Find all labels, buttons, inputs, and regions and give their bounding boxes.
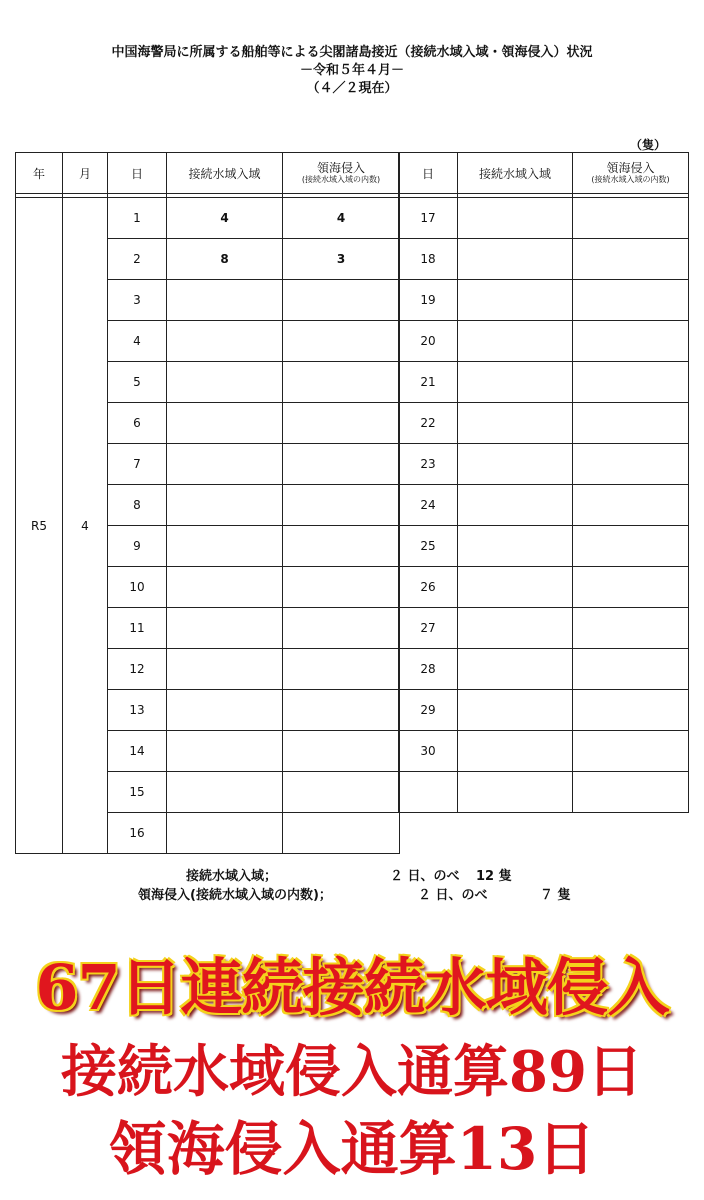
table-row	[399, 690, 689, 731]
territorial-cell	[283, 280, 400, 321]
contiguous-cell	[167, 649, 283, 690]
summary-territorial-days: ２ 日、のべ	[418, 888, 488, 903]
territorial-cell	[573, 690, 689, 731]
contiguous-cell	[458, 772, 573, 813]
contiguous-cell	[458, 321, 573, 362]
table-row	[399, 567, 689, 608]
territorial-cell	[283, 813, 400, 854]
contiguous-cell	[167, 567, 283, 608]
table-row	[399, 772, 689, 813]
day-cell: 17	[399, 198, 458, 239]
col-header-territorial-note: (接続水域入域の内数)	[591, 175, 670, 184]
day-cell: 29	[399, 690, 458, 731]
summary-contiguous-label: 接続水域入域；	[186, 869, 278, 884]
day-cell: 10	[108, 567, 167, 608]
day-cell: 26	[399, 567, 458, 608]
day-cell: 9	[108, 526, 167, 567]
table-row	[399, 526, 689, 567]
contiguous-cell	[458, 731, 573, 772]
day-cell: 23	[399, 444, 458, 485]
banner-consecutive-days: 67日連続接続水域侵入	[35, 951, 669, 1024]
territorial-cell	[283, 526, 400, 567]
year-cell: R5	[16, 198, 63, 854]
contiguous-cell	[458, 403, 573, 444]
summary-contiguous-days: ２ 日、のべ	[390, 869, 460, 884]
day-cell: 2	[108, 239, 167, 280]
territorial-cell	[573, 280, 689, 321]
document-subtitle-month: －令和５年４月－	[299, 63, 404, 78]
territorial-cell	[573, 731, 689, 772]
day-cell: 15	[108, 772, 167, 813]
territorial-cell	[283, 649, 400, 690]
contiguous-cell	[458, 649, 573, 690]
territorial-cell	[283, 731, 400, 772]
day-cell: 3	[108, 280, 167, 321]
territorial-cell	[283, 772, 400, 813]
territorial-cell	[283, 567, 400, 608]
territorial-cell	[573, 321, 689, 362]
col-header-day: 日	[108, 153, 167, 194]
col-header-territorial	[573, 153, 689, 194]
day-cell: 6	[108, 403, 167, 444]
contiguous-cell: 4	[167, 198, 283, 239]
day-cell: 12	[108, 649, 167, 690]
banner-territorial-total: 領海侵入通算13日	[108, 1115, 596, 1183]
contiguous-cell	[167, 321, 283, 362]
table-header-row	[399, 153, 689, 194]
contiguous-cell	[167, 608, 283, 649]
summary-territorial-label: 領海侵入(接続水域入域の内数)；	[138, 888, 332, 903]
col-header-territorial-label: 領海侵入	[606, 161, 655, 175]
contiguous-cell	[458, 567, 573, 608]
summary-territorial-count: ７ 隻	[540, 888, 571, 903]
table-row	[399, 198, 689, 239]
territorial-cell	[573, 362, 689, 403]
contiguous-cell	[167, 403, 283, 444]
col-header-contiguous: 接続水域入域	[458, 153, 573, 194]
contiguous-cell	[167, 731, 283, 772]
contiguous-cell	[458, 198, 573, 239]
document-title: 中国海警局に所属する船舶等による尖閣諸島接近（接続水域入域・領海侵入）状況	[111, 45, 593, 60]
table-row	[399, 403, 689, 444]
daily-table-right	[398, 152, 689, 813]
day-cell: 28	[399, 649, 458, 690]
day-cell: 1	[108, 198, 167, 239]
day-cell: 22	[399, 403, 458, 444]
col-header-contiguous: 接続水域入域	[167, 153, 283, 194]
daily-table-left	[15, 152, 400, 854]
day-cell: 18	[399, 239, 458, 280]
col-header-territorial-note: (接続水域入域の内数)	[301, 175, 381, 184]
table-row	[399, 362, 689, 403]
unit-label: （隻）	[630, 138, 667, 152]
contiguous-cell	[458, 690, 573, 731]
contiguous-cell	[458, 362, 573, 403]
table-row	[399, 280, 689, 321]
col-header-territorial	[283, 153, 400, 194]
table-row	[399, 239, 689, 280]
day-cell: 25	[399, 526, 458, 567]
table-row	[399, 731, 689, 772]
day-cell: 8	[108, 485, 167, 526]
month-cell: 4	[63, 198, 108, 854]
day-cell: 14	[108, 731, 167, 772]
summary-contiguous-count: 12 隻	[476, 869, 512, 884]
day-cell: 13	[108, 690, 167, 731]
table-row	[399, 444, 689, 485]
contiguous-cell	[458, 239, 573, 280]
contiguous-cell	[458, 485, 573, 526]
territorial-cell	[573, 772, 689, 813]
contiguous-cell	[458, 608, 573, 649]
territorial-cell	[573, 567, 689, 608]
col-header-year: 年	[16, 153, 63, 194]
contiguous-cell	[167, 444, 283, 485]
territorial-cell	[573, 608, 689, 649]
day-cell: 4	[108, 321, 167, 362]
table-row	[399, 321, 689, 362]
contiguous-cell	[458, 280, 573, 321]
col-header-month: 月	[63, 153, 108, 194]
territorial-cell	[573, 485, 689, 526]
day-cell: 11	[108, 608, 167, 649]
day-cell: 20	[399, 321, 458, 362]
table-header-row	[16, 153, 400, 194]
territorial-cell	[283, 321, 400, 362]
table-row	[399, 649, 689, 690]
day-cell: 27	[399, 608, 458, 649]
contiguous-cell	[167, 526, 283, 567]
territorial-cell	[283, 485, 400, 526]
col-header-territorial-label: 領海侵入	[316, 161, 365, 175]
day-cell: 5	[108, 362, 167, 403]
territorial-cell	[573, 198, 689, 239]
territorial-cell	[283, 690, 400, 731]
territorial-cell	[283, 362, 400, 403]
day-cell: 7	[108, 444, 167, 485]
day-cell	[399, 772, 458, 813]
document-subtitle-date: （４／２現在）	[306, 81, 398, 96]
contiguous-cell	[167, 772, 283, 813]
day-cell: 16	[108, 813, 167, 854]
territorial-cell	[283, 608, 400, 649]
table-row	[399, 485, 689, 526]
day-cell: 19	[399, 280, 458, 321]
day-cell: 21	[399, 362, 458, 403]
contiguous-cell: 8	[167, 239, 283, 280]
contiguous-cell	[167, 690, 283, 731]
contiguous-cell	[167, 485, 283, 526]
col-header-day: 日	[399, 153, 458, 194]
day-cell: 24	[399, 485, 458, 526]
contiguous-cell	[167, 362, 283, 403]
territorial-cell	[283, 403, 400, 444]
day-cell: 30	[399, 731, 458, 772]
contiguous-cell	[167, 280, 283, 321]
contiguous-cell	[458, 444, 573, 485]
table-row	[16, 198, 400, 239]
territorial-cell	[573, 403, 689, 444]
territorial-cell	[573, 526, 689, 567]
territorial-cell: 4	[283, 198, 400, 239]
banner-contiguous-total: 接続水域侵入通算89日	[61, 1039, 643, 1105]
territorial-cell	[573, 444, 689, 485]
contiguous-cell	[167, 813, 283, 854]
territorial-cell	[283, 444, 400, 485]
territorial-cell	[573, 649, 689, 690]
territorial-cell	[573, 239, 689, 280]
table-row	[399, 608, 689, 649]
territorial-cell: 3	[283, 239, 400, 280]
contiguous-cell	[458, 526, 573, 567]
